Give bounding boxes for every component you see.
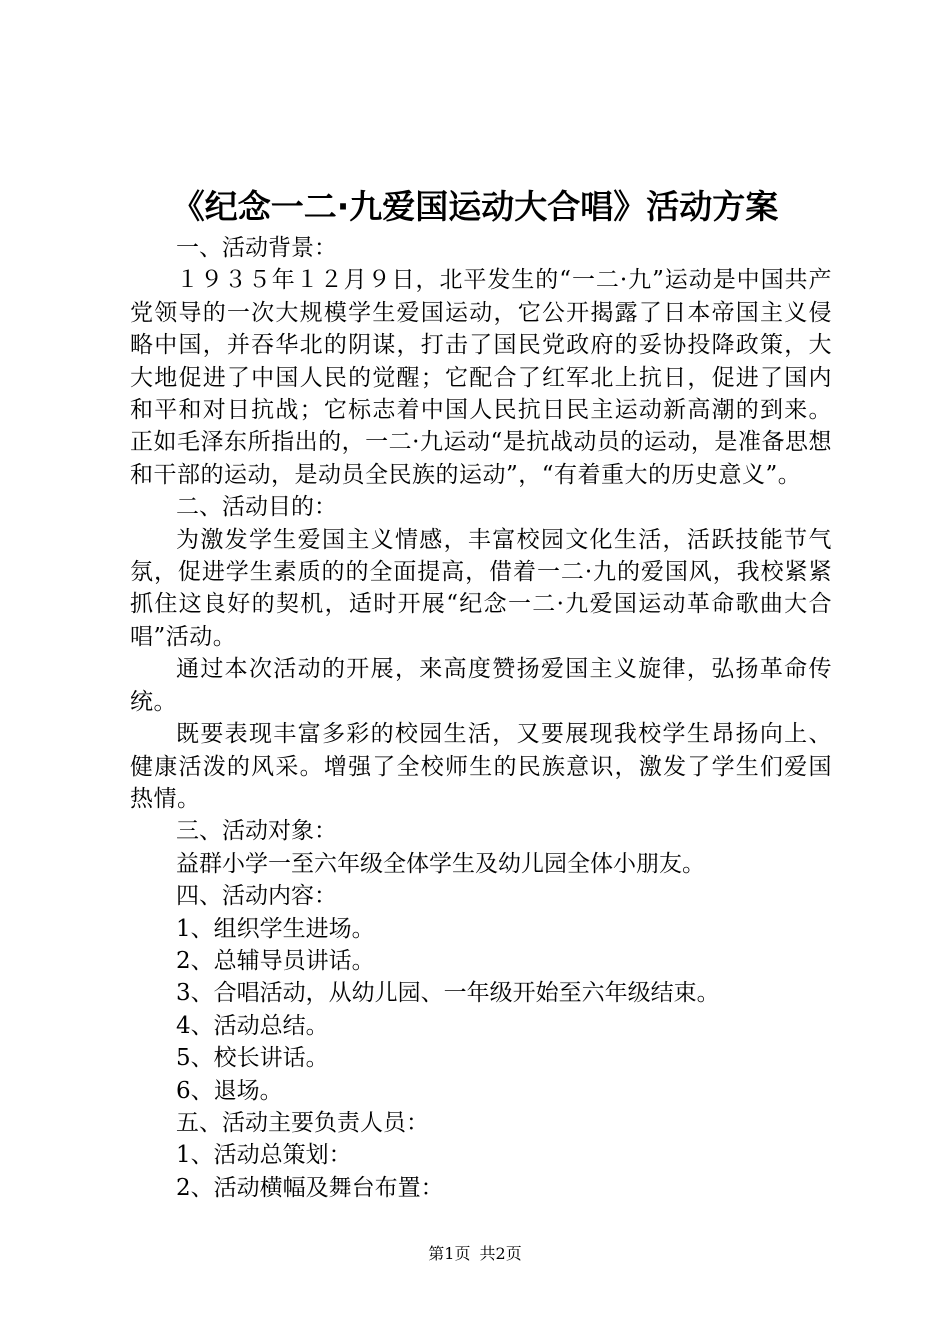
paragraph-purpose-3: 既要表现丰富多彩的校园生活，又要展现我校学生昂扬向上、健康活泼的风采。增强了全校师生的民族意识，激发了学生们爱国热情。 — [130, 721, 832, 812]
list-item: 4、活动总结。 — [176, 1012, 329, 1039]
paragraph-background: １９３５年１２月９日，北平发生的“一二·九”运动是中国共产党领导的一次大规模学生爱国运动，它公开揭露了日本帝国主义侵略中国，并吞华北的阴谋，打击了国民党政府的妥协投降政策，大大地促进了中国人民的觉醒；它配合了红军北上抗日，促进了国内和平和对日抗战；它标志着中国人民抗日民主运动新高潮的到来。正如毛泽东所指出的，一二·九运动“是抗战动员的运动，是准备思想和干部的运动，是动员全民族的运动”，“有着重大的历史意义”。 — [130, 267, 832, 488]
list-item: 2、总辅导员讲话。 — [176, 947, 375, 974]
list-item: 3、合唱活动，从幼儿园、一年级开始至六年级结束。 — [176, 980, 720, 1007]
paragraph-purpose-1: 为激发学生爱国主义情感，丰富校园文化生活，活跃技能节气氛，促进学生素质的的全面提高，借着一二·九的爱国风，我校紧紧抓住这良好的契机，适时开展“纪念一二·九爱国运动革命歌曲大合唱”活动。 — [130, 526, 832, 650]
page-number-current: 第1页 — [428, 1244, 471, 1263]
document-title: 《纪念一二·九爱国运动大合唱》活动方案 — [171, 187, 779, 226]
paragraph-purpose-2: 通过本次活动的开展，来高度赞扬爱国主义旋律，弘扬革命传统。 — [130, 656, 832, 715]
section-heading-audience: 三、活动对象： — [176, 818, 337, 845]
section-heading-content: 四、活动内容： — [176, 883, 337, 910]
section-heading-background: 一、活动背景： — [176, 235, 337, 261]
document-body — [130, 232, 832, 1204]
list-item: 6、退场。 — [176, 1077, 283, 1104]
list-item: 1、组织学生进场。 — [176, 915, 375, 942]
page-footer — [0, 1242, 950, 1266]
section-heading-staff: 五、活动主要负责人员： — [176, 1109, 429, 1136]
list-item: 1、活动总策划： — [176, 1142, 352, 1169]
page-number-total: 共2页 — [479, 1244, 522, 1263]
list-item: 5、校长讲话。 — [176, 1045, 329, 1072]
section-heading-purpose: 二、活动目的： — [176, 494, 337, 521]
paragraph-audience: 益群小学一至六年级全体学生及幼儿园全体小朋友。 — [176, 850, 705, 877]
list-item: 2、活动横幅及舞台布置： — [176, 1174, 444, 1201]
